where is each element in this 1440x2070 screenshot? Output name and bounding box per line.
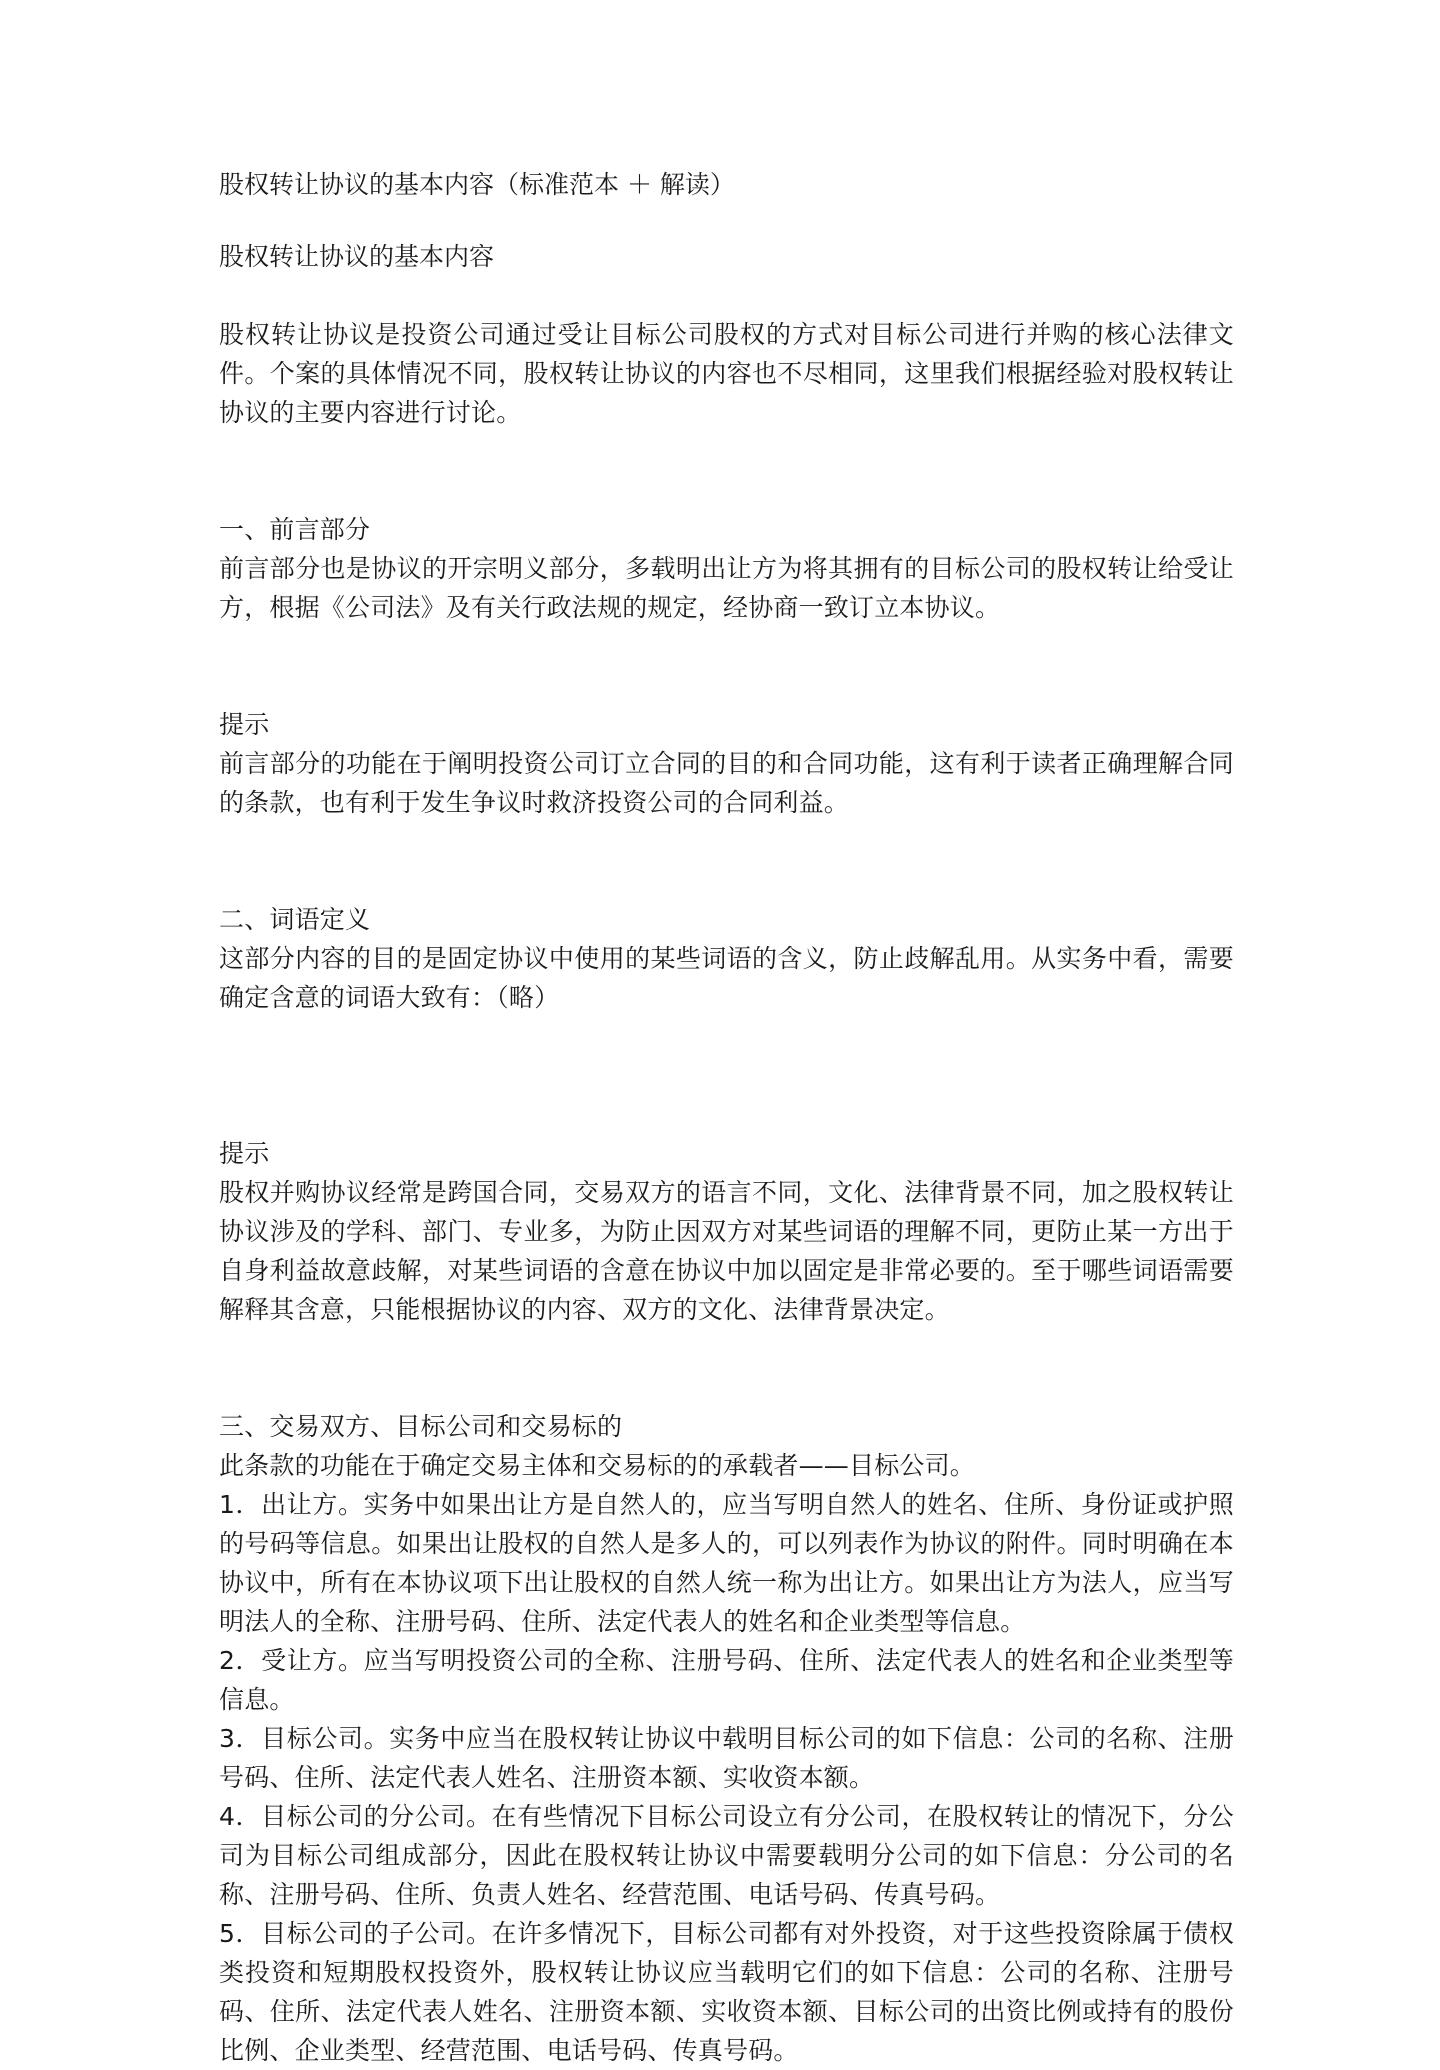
tip-2-heading: 提示 <box>219 1139 270 1168</box>
section-2-body: 这部分内容的目的是固定协议中使用的某些词语的含义，防止歧解乱用。从实务中看，需要确定含意的词语大致有：（略） <box>219 944 1234 1012</box>
section-3-item-2: 2．受让方。应当写明投资公司的全称、注册号码、住所、法定代表人的姓名和企业类型等信息。 <box>219 1646 1234 1714</box>
tip-2-body: 股权并购协议经常是跨国合同，交易双方的语言不同，文化、法律背景不同，加之股权转让协议涉及的学科、部门、专业多，为防止因双方对某些词语的理解不同，更防止某一方出于自身利益故意歧解，对某些词语的含意在协议中加以固定是非常必要的。至于哪些词语需要解释其含意，只能根据协议的内容、双方的文化、法律背景决定。 <box>219 1178 1234 1324</box>
intro-paragraph: 股权转让协议是投资公司通过受让目标公司股权的方式对目标公司进行并购的核心法律文件。个案的具体情况不同，股权转让协议的内容也不尽相同，这里我们根据经验对股权转让协议的主要内容进行讨论。 <box>219 320 1234 427</box>
section-1-body: 前言部分也是协议的开宗明义部分，多载明出让方为将其拥有的目标公司的股权转让给受让方，根据《公司法》及有关行政法规的规定，经协商一致订立本协议。 <box>219 554 1234 622</box>
tip-1-body: 前言部分的功能在于阐明投资公司订立合同的目的和合同功能，这有利于读者正确理解合同的条款，也有利于发生争议时救济投资公司的合同利益。 <box>219 749 1234 817</box>
section-3-item-3: 3．目标公司。实务中应当在股权转让协议中载明目标公司的如下信息：公司的名称、注册号码、住所、法定代表人姓名、注册资本额、实收资本额。 <box>219 1724 1234 1792</box>
section-3-item-1: 1．出让方。实务中如果出让方是自然人的，应当写明自然人的姓名、住所、身份证或护照的号码等信息。如果出让股权的自然人是多人的，可以列表作为协议的附件。同时明确在本协议中，所有在本协议项下出让股权的自然人统一称为出让方。如果出让方为法人，应当写明法人的全称、注册号码、住所、法定代表人的姓名和企业类型等信息。 <box>219 1490 1234 1636</box>
section-3-item-4: 4．目标公司的分公司。在有些情况下目标公司设立有分公司，在股权转让的情况下，分公司为目标公司组成部分，因此在股权转让协议中需要载明分公司的如下信息：分公司的名称、注册号码、住所、负责人姓名、经营范围、电话号码、传真号码。 <box>219 1802 1234 1909</box>
section-1-heading: 一、前言部分 <box>219 515 371 544</box>
document-title: 股权转让协议的基本内容（标准范本 ＋ 解读） <box>219 170 735 199</box>
section-3-heading: 三、交易双方、目标公司和交易标的 <box>219 1412 623 1441</box>
tip-1-heading: 提示 <box>219 710 270 739</box>
document-page <box>219 168 1234 2070</box>
document-subtitle: 股权转让协议的基本内容 <box>219 242 495 271</box>
section-3-item-5: 5．目标公司的子公司。在许多情况下，目标公司都有对外投资，对于这些投资除属于债权类投资和短期股权投资外，股权转让协议应当载明它们的如下信息：公司的名称、注册号码、住所、法定代表人姓名、注册资本额、实收资本额、目标公司的出资比例或持有的股份比例、企业类型、经营范围、电话号码、传真号码。 <box>219 1919 1234 2065</box>
section-3-body: 此条款的功能在于确定交易主体和交易标的的承载者——目标公司。 <box>219 1451 976 1480</box>
section-2-heading: 二、词语定义 <box>219 905 371 934</box>
